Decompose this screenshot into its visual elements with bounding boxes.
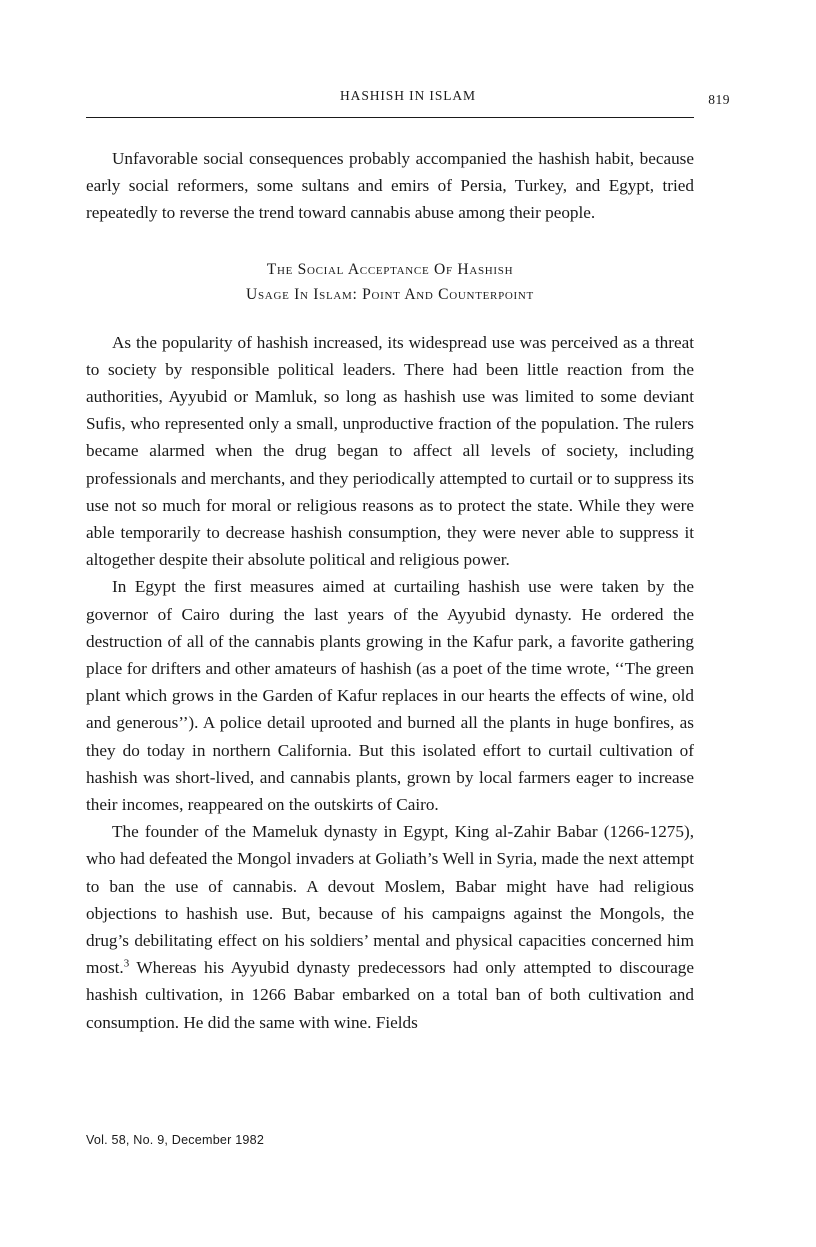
footer-citation: Vol. 58, No. 9, December 1982 — [86, 1133, 265, 1147]
paragraph-3: In Egypt the first measures aimed at curtailing hashish use were taken by the governor of Cairo during the last years of the Ayyubid dynasty. He ordered the destruction of all of the cannabis plants growing in the Kafur park, a favorite gathering place for drifters and other amateurs of hashish (as a poet of the time wrote, ‘‘The green plant which grows in the Garden of Kafur replaces in our hearts the effects of wine, old and generous’’). A police detail uprooted and burned all the plants in huge bonfires, as they do today in northern California. But this isolated effort to curtail cultivation of hashish was short-lived, and cannabis plants, grown by local farmers eager to increase their incomes, reappeared on the outskirts of Cairo. — [86, 577, 694, 815]
page-number: 819 — [708, 92, 730, 107]
footnote-marker: 3 — [123, 957, 130, 970]
paragraph-4 — [86, 818, 694, 1036]
paragraph-4-text-before-note: The founder of the Mameluk dynasty in Egypt, King al-Zahir Babar (1266-1275), who had defeated the Mongol invaders at Goliath’s Well in Syria, made the next attempt to ban the use of cannabis. A devout Moslem, Babar might have had religious objections to hashish use. But, because of his campaigns against the Mongols, the drug’s debilitating effect on his soldiers’ mental and physical capacities concerned him most. — [86, 822, 694, 978]
section-heading — [86, 257, 694, 307]
paragraph-4-text-after-note: Whereas his Ayyubid dynasty predecessors had only attempted to discourage hashish cultivation, in 1266 Babar embarked on a total ban of both cultivation and consumption. He did the same with wine. Fields — [86, 958, 694, 1032]
article-body — [86, 145, 694, 1036]
running-head-title: HASHISH IN ISLAM — [340, 88, 476, 103]
section-heading-line-1: The Social Acceptance Of Hashish — [266, 260, 514, 278]
section-heading-line-2: Usage In Islam: Point And Counterpoint — [246, 285, 534, 303]
paragraph-1: Unfavorable social consequences probably accompanied the hashish habit, because early social reformers, some sultans and emirs of Persia, Turkey, and Egypt, tried repeatedly to reverse the trend toward cannabis abuse among their people. — [86, 149, 694, 223]
running-head — [86, 88, 730, 108]
header-rule — [86, 117, 694, 118]
paragraph-2: As the popularity of hashish increased, its widespread use was perceived as a threat to society by responsible political leaders. There had been little reaction from the authorities, Ayyubid or Mamluk, so long as hashish use was limited to some deviant Sufis, who represented only a small, unproductive fraction of the population. The rulers became alarmed when the drug began to affect all levels of society, including professionals and merchants, and they periodically attempted to curtail or to suppress its use not so much for moral or religious reasons as to protect the state. While they were able temporarily to decrease hashish consumption, they were never able to suppress it altogether despite their absolute political and religious power. — [86, 332, 694, 570]
